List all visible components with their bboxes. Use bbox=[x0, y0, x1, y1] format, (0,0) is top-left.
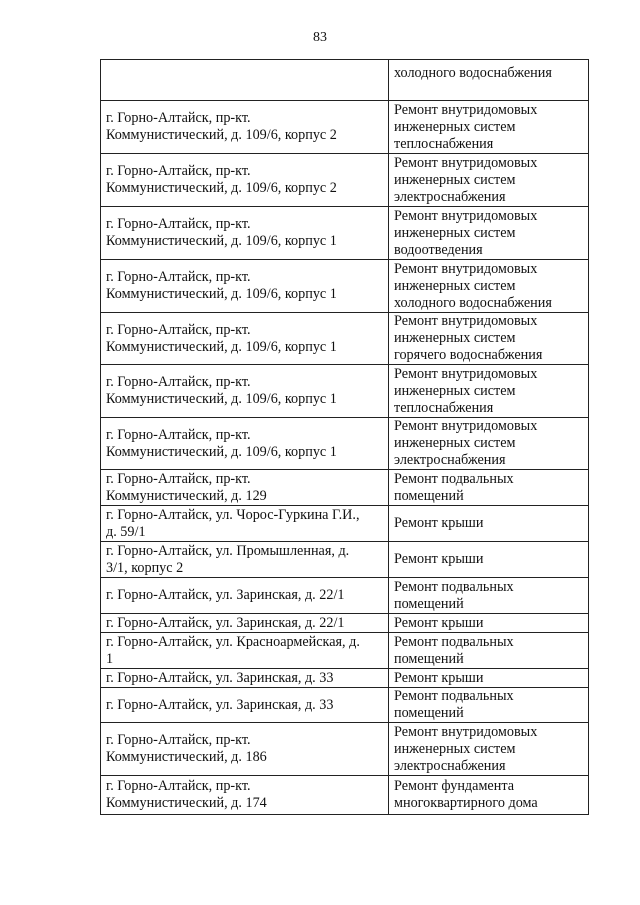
repair-table bbox=[100, 59, 589, 815]
address-cell: г. Горно-Алтайск, ул. Заринская, д. 33 bbox=[101, 688, 389, 723]
table-row bbox=[101, 669, 589, 688]
address-cell: г. Горно-Алтайск, пр-кт. Коммунистический, д. 109/6, корпус 1 bbox=[101, 207, 389, 260]
address-cell: г. Горно-Алтайск, ул. Красноармейская, д. 1 bbox=[101, 633, 389, 669]
table-row bbox=[101, 614, 589, 633]
address-cell: г. Горно-Алтайск, ул. Промышленная, д. 3/1, корпус 2 bbox=[101, 542, 389, 578]
table-row bbox=[101, 154, 589, 207]
address-cell: г. Горно-Алтайск, пр-кт. Коммунистический, д. 186 bbox=[101, 723, 389, 776]
work-type-cell: Ремонт подвальных помещений bbox=[389, 578, 589, 614]
table-row bbox=[101, 60, 589, 101]
work-type-cell: холодного водоснабжения bbox=[389, 60, 589, 101]
address-cell: г. Горно-Алтайск, пр-кт. Коммунистический, д. 174 bbox=[101, 776, 389, 815]
work-type-cell: Ремонт внутридомовых инженерных систем электроснабжения bbox=[389, 723, 589, 776]
work-type-cell: Ремонт крыши bbox=[389, 669, 589, 688]
work-type-cell: Ремонт крыши bbox=[389, 542, 589, 578]
work-type-cell: Ремонт внутридомовых инженерных систем теплоснабжения bbox=[389, 101, 589, 154]
address-cell: г. Горно-Алтайск, пр-кт. Коммунистический, д. 129 bbox=[101, 470, 389, 506]
table-row bbox=[101, 776, 589, 815]
table-row bbox=[101, 207, 589, 260]
table-row bbox=[101, 688, 589, 723]
address-cell bbox=[101, 60, 389, 101]
table-row bbox=[101, 313, 589, 365]
address-cell: г. Горно-Алтайск, ул. Заринская, д. 22/1 bbox=[101, 578, 389, 614]
work-type-cell: Ремонт внутридомовых инженерных систем водоотведения bbox=[389, 207, 589, 260]
address-cell: г. Горно-Алтайск, пр-кт. Коммунистический, д. 109/6, корпус 2 bbox=[101, 154, 389, 207]
work-type-cell: Ремонт фундамента многоквартирного дома bbox=[389, 776, 589, 815]
work-type-cell: Ремонт подвальных помещений bbox=[389, 633, 589, 669]
table-row bbox=[101, 365, 589, 418]
address-cell: г. Горно-Алтайск, пр-кт. Коммунистический, д. 109/6, корпус 2 bbox=[101, 101, 389, 154]
table-row bbox=[101, 470, 589, 506]
work-type-cell: Ремонт подвальных помещений bbox=[389, 688, 589, 723]
address-cell: г. Горно-Алтайск, ул. Заринская, д. 33 bbox=[101, 669, 389, 688]
table-row bbox=[101, 506, 589, 542]
work-type-cell: Ремонт внутридомовых инженерных систем холодного водоснабжения bbox=[389, 260, 589, 313]
table-row bbox=[101, 633, 589, 669]
work-type-cell: Ремонт крыши bbox=[389, 614, 589, 633]
work-type-cell: Ремонт внутридомовых инженерных систем горячего водоснабжения bbox=[389, 313, 589, 365]
work-type-cell: Ремонт крыши bbox=[389, 506, 589, 542]
work-type-cell: Ремонт внутридомовых инженерных систем теплоснабжения bbox=[389, 365, 589, 418]
table-row bbox=[101, 260, 589, 313]
page-number: 83 bbox=[313, 30, 327, 45]
table-row bbox=[101, 723, 589, 776]
address-cell: г. Горно-Алтайск, ул. Чорос-Гуркина Г.И., д. 59/1 bbox=[101, 506, 389, 542]
table-row bbox=[101, 578, 589, 614]
table-row bbox=[101, 418, 589, 470]
work-type-cell: Ремонт подвальных помещений bbox=[389, 470, 589, 506]
table-row bbox=[101, 101, 589, 154]
address-cell: г. Горно-Алтайск, пр-кт. Коммунистический, д. 109/6, корпус 1 bbox=[101, 418, 389, 470]
work-type-cell: Ремонт внутридомовых инженерных систем электроснабжения bbox=[389, 418, 589, 470]
address-cell: г. Горно-Алтайск, ул. Заринская, д. 22/1 bbox=[101, 614, 389, 633]
address-cell: г. Горно-Алтайск, пр-кт. Коммунистический, д. 109/6, корпус 1 bbox=[101, 260, 389, 313]
address-cell: г. Горно-Алтайск, пр-кт. Коммунистический, д. 109/6, корпус 1 bbox=[101, 365, 389, 418]
address-cell: г. Горно-Алтайск, пр-кт. Коммунистический, д. 109/6, корпус 1 bbox=[101, 313, 389, 365]
work-type-cell: Ремонт внутридомовых инженерных систем электроснабжения bbox=[389, 154, 589, 207]
repair-table-body bbox=[101, 60, 589, 815]
table-row bbox=[101, 542, 589, 578]
